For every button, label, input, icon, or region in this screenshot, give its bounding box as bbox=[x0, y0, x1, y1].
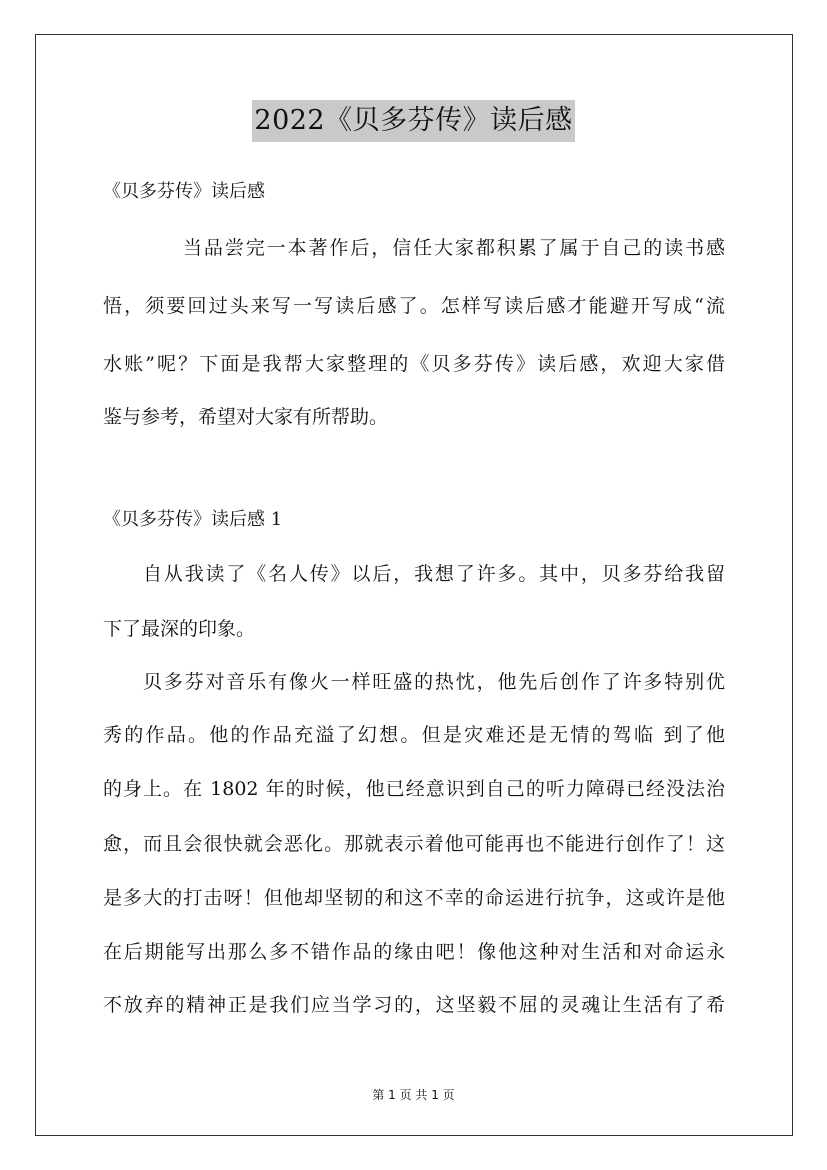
page-number: 第 1 页 共 1 页 bbox=[372, 1088, 455, 1102]
intro-line-1: 当品尝完一本著作后，信任大家都积累了属于自己的读书感 bbox=[183, 237, 725, 259]
para1-line-2: 下了最深的印象。 bbox=[103, 618, 256, 640]
para2-line-1: 贝多芬对音乐有像火一样旺盛的热忱，他先后创作了许多特别优 bbox=[143, 671, 725, 693]
intro-heading: 《贝多芬传》读后感 bbox=[103, 181, 265, 202]
intro-line-2: 悟，须要回过头来写一写读后感了。怎样写读后感才能避开写成“流 bbox=[103, 295, 725, 317]
para2-line-3: 的身上。在 1802 年的时候，他已经意识到自己的听力障碍已经没法治 bbox=[103, 778, 725, 800]
para2-line-2: 秀的作品。他的作品充溢了幻想。但是灾难还是无情的驾临 到了他 bbox=[103, 724, 725, 746]
document-title: 2022《贝多芬传》读后感 bbox=[252, 100, 574, 142]
para2-line-7: 不放弃的精神正是我们应当学习的，这坚毅不屈的灵魂让生活有了希 bbox=[103, 994, 725, 1016]
section1-heading: 《贝多芬传》读后感 1 bbox=[103, 509, 283, 530]
intro-line-4: 鉴与参考，希望对大家有所帮助。 bbox=[103, 406, 389, 428]
para1-line-1: 自从我读了《名人传》以后，我想了许多。其中，贝多芬给我留 bbox=[143, 563, 725, 585]
intro-line-3: 水账”呢？下面是我帮大家整理的《贝多芬传》读后感，欢迎大家借 bbox=[103, 353, 725, 375]
para2-line-6: 在后期能写出那么多不错作品的缘由吧！像他这种对生活和对命运永 bbox=[103, 941, 725, 963]
para2-line-4: 愈，而且会很快就会恶化。那就表示着他可能再也不能进行创作了！这 bbox=[103, 833, 725, 855]
title-container bbox=[0, 100, 827, 142]
para2-line-5: 是多大的打击呀！但他却坚韧的和这不幸的命运进行抗争，这或许是他 bbox=[103, 887, 725, 909]
